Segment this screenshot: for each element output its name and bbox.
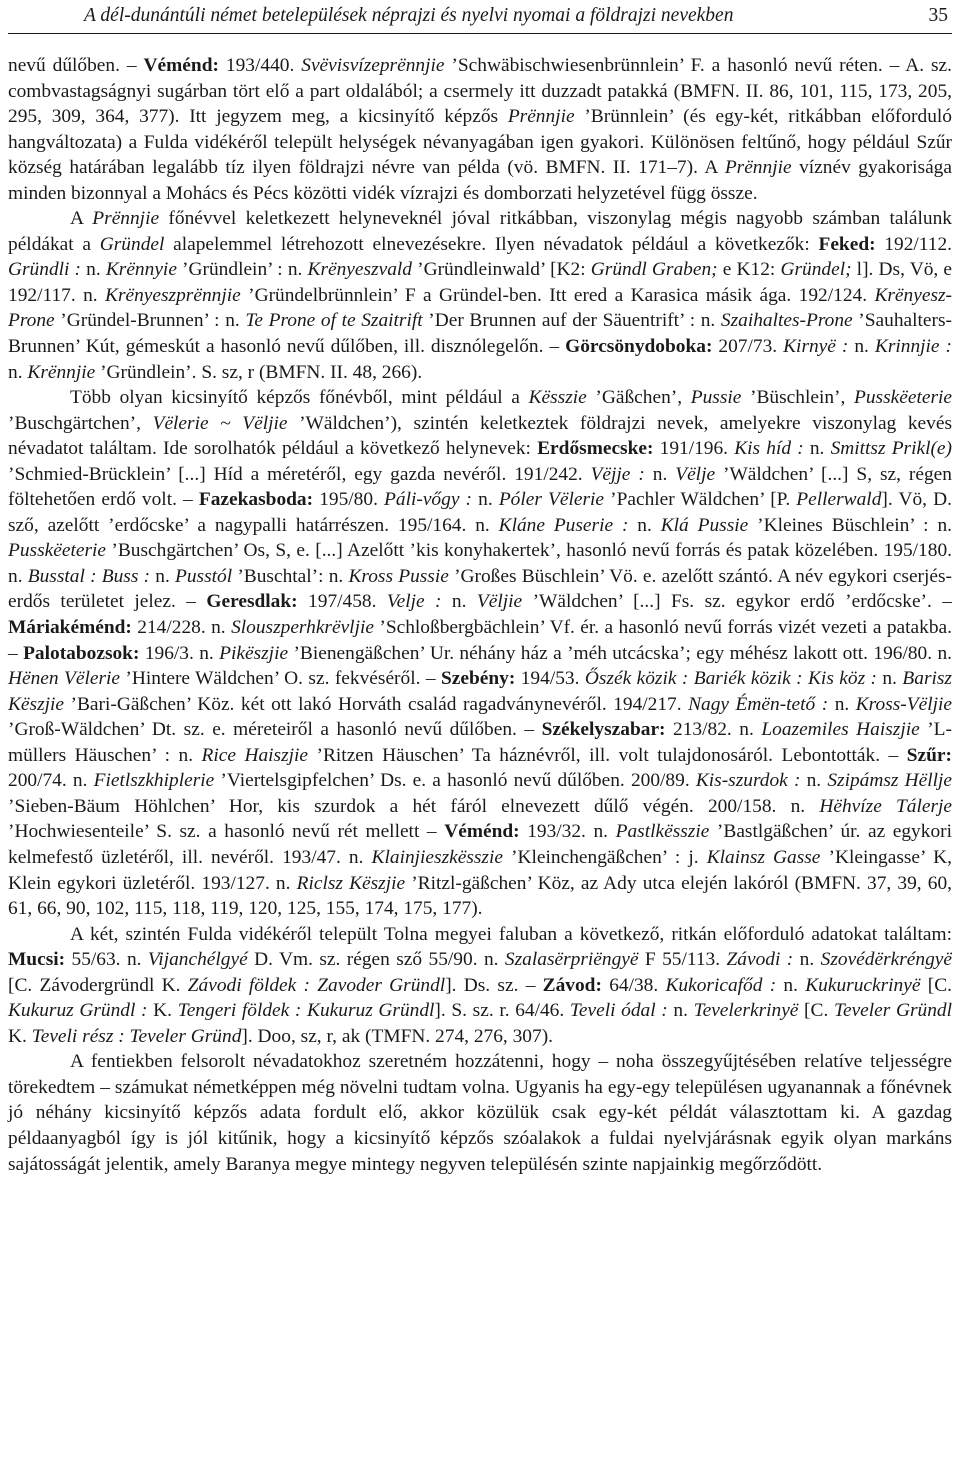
running-header [8, 3, 952, 33]
paragraph-3: Több olyan kicsinyítő képzős főnévből, mint például a Kësszie ’Gäßchen’, Pussie ’Büschlein’, Pusskëeterie ’Buschgärtchen’, Vëlerie ~ Vëljie ’Wäldchen’), szintén keletkeztek földrajzi nevek, amelyekre viszonylag kevés névadatot találtam. Ide sorolhatók például a következő helynevek: Erdősmecske: 191/196. Kis híd : n. Smittsz Prikl(e) ’Schmied-Brücklein’ [...] Híd a méretéről, egy gazda nevéről. 191/242. Vëjje : n. Vëlje ’Wäldchen’ [...] S, sz, régen föltehetően erdő volt. – Fazekasboda: 195/80. Páli-vőgy : n. Póler Vëlerie ’Pachler Wäldchen’ [P. Pellerwald]. Vö, D. sző, azelőtt ’erdőcske’ a nagypalli határrészen. 195/164. n. Kláne Puserie : n. Klá Pussie ’Kleines Büschlein’ : n. Pusskëeterie ’Buschgärtchen’ Os, S, e. [...] Azelőtt ’kis konyhakertek’, hasonló nevű forrás és patak közelében. 195/180. n. Busstal : Buss : n. Pusstól ’Buschtal’: n. Kross Pussie ’Großes Büschlein’ Vö. e. azelőtt szántó. A név egykori cserjés-erdős területet jelez. – Geresdlak: 197/458. Velje : n. Vëljie ’Wäldchen’ [...] Fs. sz. egykor erdő ’erdőcske’. – Máriakéménd: 214/228. n. Slouszperhkrëvljie ’Schloßbergbächlein’ Vf. ér. a hasonló nevű forrás vizét vezeti a patakba. – Palotabozsok: 196/3. n. Pikëszjie ’Bienengäßchen’ Ur. néhány ház a ’méh utcácska’; egy méhész lakott ott. 196/80. n. Hënen Vëlerie ’Hintere Wäldchen’ O. sz. fekvéséről. – Szebény: 194/53. Őszék közik : Bariék közik : Kis köz : n. Barisz Këszjie ’Bari-Gäßchen’ Köz. két ott lakó Horváth család ragadványnevéről. 194/217. Nagy Émën-tető : n. Kross-Vëljie ’Groß-Wäldchen’ Dt. sz. e. méreteiről a hasonló nevű dűlőben. – Székelyszabar: 213/82. n. Loazemiles Haiszjie ’L-müllers Häuschen’ : n. Rice Haiszjie ’Ritzen Häuschen’ Ta háznévről, ill. volt tulajdonosáról. Lebontották. – Szűr: 200/74. n. Fietlszkhiplerie ’Viertelsgipfelchen’ Ds. e. a hasonló nevű dűlőben. 200/89. Kis-szurdok : n. Szipámsz Hëllje ’Sieben-Bäum Höhlchen’ Hor, kis szurdok a hét fáról elnevezett dűlő végén. 200/158. n. Hëhvíze Tálerje ’Hochwiesenteile’ S. sz. a hasonló nevű rét mellett – Véménd: 193/32. n. Pastlkësszie ’Bastlgäßchen’ úr. az egykori kelmefestő üzletéről, ill. nevéről. 193/47. n. Klainjieszkësszie ’Kleinchengäßchen’ : j. Klainsz Gasse ’Kleingasse’ K, Klein egykori üzletéről. 193/127. n. Riclsz Këszjie ’Ritzl-gäßchen’ Köz, az Ady utca elején lakóról (BMFN. 37, 39, 60, 61, 66, 90, 102, 115, 118, 119, 120, 125, 155, 174, 175, 177). [8, 387, 953, 920]
paragraph-2: A Prënnjie főnévvel keletkezett helyneveknél jóval ritkábban, viszonylag mégis nagyobb számban találunk példákat a Gründel alapelemmel létrehozott elnevezésekre. Ilyen névadatok például a következők: Feked: 192/112. Gründli : n. Krënnyie ’Gründlein’ : n. Krënyeszvald ’Gründleinwald’ [K2: Gründl Graben; e K12: Gründel; l]. Ds, Vö, e 192/117. n. Krënyeszprënnjie ’Gründelbrünnlein’ F a Gründel-ben. Itt ered a Karasica másik ága. 192/124. Krënyesz-Prone ’Gründel-Brunnen’ : n. Te Prone of te Szaitrift ’Der Brunnen auf der Säuentrift’ : n. Szaihaltes-Prone ’Sauhalters-Brunnen’ Kút, gémeskút a hasonló nevű dűlőben, ill. disznólegelőn. – Görcsönydoboka: 207/73. Kirnyë : n. Krinnjie : n. Krënnjie ’Gründlein’. S. sz, r (BMFN. II. 48, 266). [8, 208, 953, 383]
page-number: 35 [928, 5, 948, 26]
header-rule [8, 33, 952, 34]
paragraph-4: A két, szintén Fulda vidékéről települt Tolna megyei faluban a következő, ritkán előforduló adatokat találtam: Mucsi: 55/63. n. Vijanchélgyé D. Vm. sz. régen sző 55/90. n. Szalasërpriëngyë F 55/113. Závodi : n. Szovédërkréngyë [C. Závodergründl K. Závodi földek : Zavoder Gründl]. Ds. sz. – Závod: 64/38. Kukoricafőd : n. Kukuruckrinyë [C. Kukuruz Gründl : K. Tengeri földek : Kukuruz Gründl]. S. sz. r. 64/46. Teveli ódal : n. Tevelerkrinyë [C. Teveler Gründl K. Teveli rész : Teveler Gründ]. Doo, sz, r, ak (TMFN. 274, 276, 307). [8, 923, 953, 1047]
paragraph-1: nevű dűlőben. – Véménd: 193/440. Svëvisvízeprënnjie ’Schwäbischwiesenbrünnlein’ F. a hasonló nevű réten. – A. sz. combvastagságnyi sugárban tört elő a part oldalából; a csermely itt duzzadt patakká (BMFN. II. 86, 101, 115, 173, 205, 295, 309, 364, 377). Itt jegyzem meg, a kicsinyítő képzős Prënnjie ’Brünnlein’ (és egy-két, ritkábban előforduló hangváltozata) a Fulda vidékéről települt helységek névanyagában igen gyakori. Különösen feltűnő, hogy például Szűr község határában legalább tíz ilyen földrajzi névre van példa (vö. BMFN. II. 171–7). A Prënnjie víznév gyakorisága minden bizonnyal a Mohács és Pécs közötti vidék vízrajzi és domborzati helyzetével függ össze. [8, 55, 952, 204]
running-title: A dél-dunántúli német betelepülések néprajzi és nyelvi nyomai a földrajzi nevekben [84, 5, 734, 26]
body-text [8, 53, 952, 1177]
paragraph-5: A fentiekben felsorolt névadatokhoz szeretném hozzátenni, hogy – noha összegyűjtésében relatíve teljességre törekedtem – számukat németképpen még növelni tudtam volna. Ugyanis ha egy-egy településen ugyanannak a főnévnek jó néhány kicsinyítő képzős adata fordult elő, akkor közülük csak egy-két példát választottam ki. A gazdag példaanyagból így is jól kitűnik, hogy a kicsinyítő képzős szóalakok a fuldai nyelvjárásnak egyik olyan markáns sajátosságát jelentik, amely Baranya megye mintegy negyven településén szinte napjainkig megőrződött. [8, 1051, 952, 1175]
